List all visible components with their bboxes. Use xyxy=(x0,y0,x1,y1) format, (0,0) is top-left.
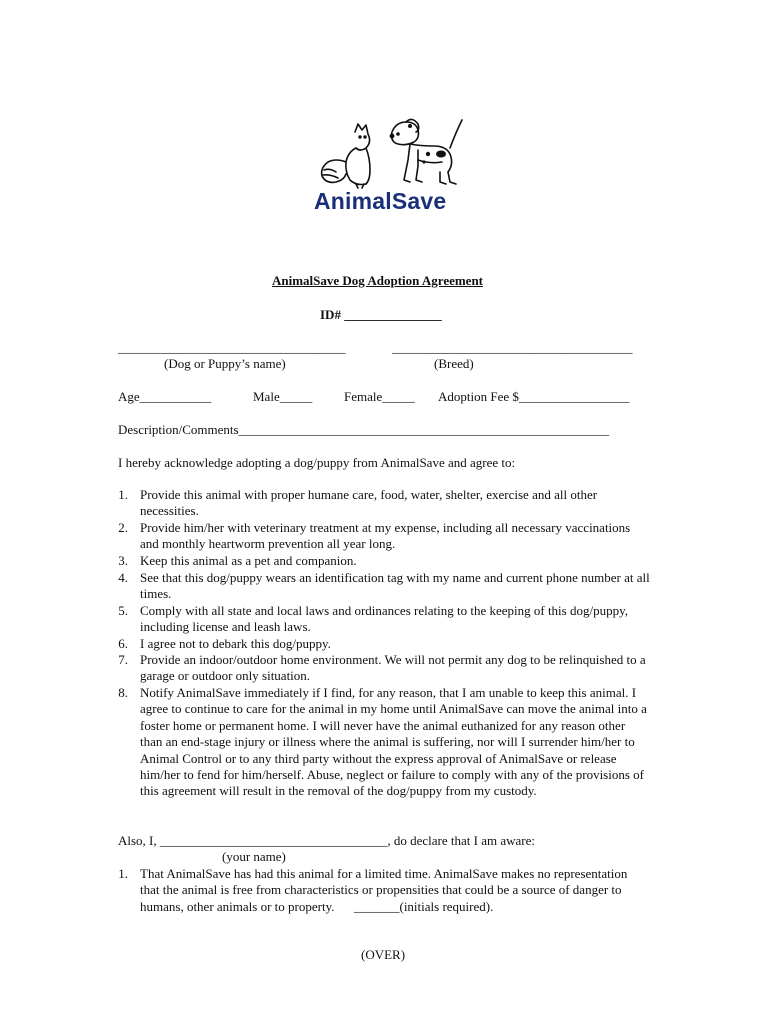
over-marker: (OVER) xyxy=(361,947,406,962)
male-field: Male_____ xyxy=(253,389,313,404)
list-item-number: 4. xyxy=(118,570,128,585)
breed-caption: (Breed) xyxy=(434,356,474,371)
cat-and-dog-icon xyxy=(300,110,470,192)
list-item-number: 1. xyxy=(118,866,128,881)
breed-line: _____________________________________ xyxy=(392,340,633,355)
list-item: I agree not to debark this dog/puppy. xyxy=(140,636,331,651)
list-item: Keep this animal as a pet and companion. xyxy=(140,553,357,568)
document-title: AnimalSave Dog Adoption Agreement xyxy=(272,273,484,288)
description-field: Description/Comments_________________________________________________________ xyxy=(118,422,610,437)
list-item-number: 2. xyxy=(118,520,128,535)
declaration-line: Also, I, ___________________________________, do declare that I am aware: xyxy=(118,833,536,848)
your-name-caption: (your name) xyxy=(222,849,286,864)
list-item-number: 6. xyxy=(118,636,128,651)
agreement-intro: I hereby acknowledge adopting a dog/puppy from AnimalSave and agree to: xyxy=(118,455,516,470)
logo-wordmark: AnimalSave xyxy=(314,188,447,214)
id-field: ID# _______________ xyxy=(320,307,442,322)
dog-name-line: ___________________________________ xyxy=(118,340,346,355)
list-item-number: 5. xyxy=(118,603,128,618)
list-item xyxy=(140,866,650,915)
initials-field: _______(initials required). xyxy=(353,898,494,914)
dog-name-caption: (Dog or Puppy’s name) xyxy=(164,356,286,371)
list-item: Comply with all state and local laws and ordinances relating to the keeping of this dog/puppy, including license and leash laws. xyxy=(140,603,628,635)
list-item-number: 7. xyxy=(118,652,128,667)
list-item: Provide him/her with veterinary treatment at my expense, including all necessary vaccinations and monthly heartworm prevention all year long. xyxy=(140,520,631,552)
list-item: See that this dog/puppy wears an identification tag with my name and current phone number at all times. xyxy=(140,570,650,602)
age-field: Age___________ xyxy=(118,389,212,404)
list-item-number: 8. xyxy=(118,685,128,700)
list-item: Provide an indoor/outdoor home environment. We will not permit any dog to be relinquished to a garage or outdoor only situation. xyxy=(140,652,646,684)
female-field: Female_____ xyxy=(344,389,415,404)
list-item: Provide this animal with proper humane care, food, water, shelter, exercise and all other necessities. xyxy=(140,487,598,519)
adoption-fee-field: Adoption Fee $_________________ xyxy=(438,389,630,404)
list-item: Notify AnimalSave immediately if I find, for any reason, that I am unable to keep this animal. I agree to continue to care for the animal in my home until AnimalSave can move the animal into a foster home or permanent home. I will never have the animal euthanized for any reason other than an end-stage injury or illness where the animal is suffering, nor will I surrender him/her to Animal Control or to any third party without the express approval of AnimalSave or release him/her to fend for him/herself. Abuse, neglect or failure to comply with any of the provisions of this agreement will result in the removal of the dog/puppy from my custody. xyxy=(140,685,647,799)
awareness-text: That AnimalSave has had this animal for a limited time. AnimalSave makes no representation that the animal is free from characteristics or propensities that could be a source of danger to humans, other animals or to property. xyxy=(140,866,628,914)
animalsave-logo xyxy=(300,110,470,220)
list-item-number: 3. xyxy=(118,553,128,568)
list-item-number: 1. xyxy=(118,487,128,502)
